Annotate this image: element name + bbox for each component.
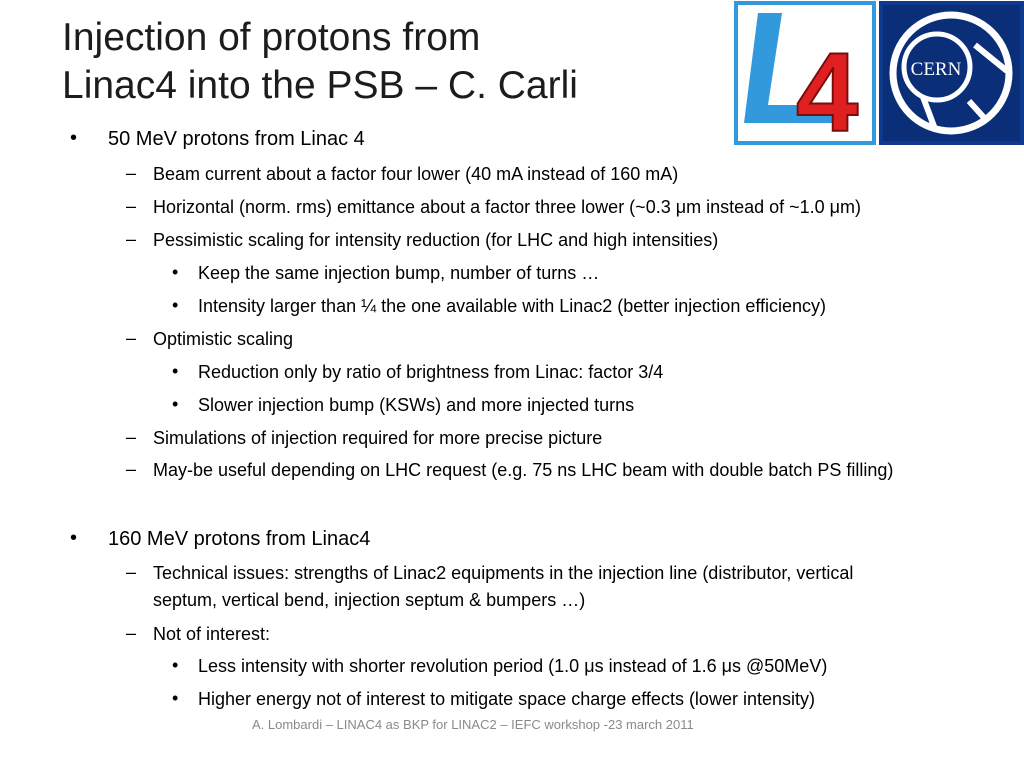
dash-icon: – (126, 562, 137, 582)
bullet-dot-icon: • (70, 127, 78, 149)
bullet-level3-item: Higher energy not of interest to mitigate space charge effects (lower intensity) (198, 689, 815, 709)
slide-title-line-1: Injection of protons from (62, 16, 481, 59)
bullet-dot-icon: • (172, 655, 179, 675)
bullet-level3-item: Intensity larger than ¼ the one available with Linac2 (better injection efficiency) (198, 296, 827, 316)
slide-footer: A. Lombardi – LINAC4 as BKP for LINAC2 – IEFC workshop -23 march 2011 (252, 717, 694, 732)
dash-icon: – (126, 328, 137, 348)
bullet-level3-item: Less intensity with shorter revolution period (1.0 μs instead of 1.6 μs @50MeV) (198, 656, 828, 676)
bullet-level2-item: Simulations of injection required for more precise picture (153, 428, 603, 448)
bullet-level1-item: 50 MeV protons from Linac 4 (108, 128, 365, 150)
cern-logo-panel (883, 5, 1020, 141)
linac4-logo-graphic (738, 5, 872, 141)
bullet-level3-item: Reduction only by ratio of brightness from Linac: factor 3/4 (198, 362, 664, 382)
dash-icon: – (126, 196, 137, 216)
slide-title (62, 14, 578, 110)
bullet-level2-item: Pessimistic scaling for intensity reduction (for LHC and high intensities) (153, 230, 719, 250)
bullet-dot-icon: • (172, 394, 179, 414)
bullet-dot-icon: • (70, 527, 78, 549)
dash-icon: – (126, 229, 137, 249)
bullet-level2-item: Horizontal (norm. rms) emittance about a factor three lower (~0.3 μm instead of ~1.0 μm) (153, 197, 862, 217)
linac4-logo-panel (738, 5, 872, 141)
bullet-dot-icon: • (172, 295, 179, 315)
bullet-dot-icon: • (172, 688, 179, 708)
linac4-logo-text: 4 (796, 30, 859, 141)
dash-icon: – (126, 459, 137, 479)
bullet-level3-item: Slower injection bump (KSWs) and more injected turns (198, 395, 635, 415)
bullet-level2-item: May-be useful depending on LHC request (e.g. 75 ns LHC beam with double batch PS filling) (153, 460, 894, 480)
dash-icon: – (126, 427, 137, 447)
cern-logo-stroke-3 (969, 101, 987, 121)
bullet-level2-item-continuation: septum, vertical bend, injection septum & bumpers …) (153, 590, 586, 610)
cern-logo-text: CERN (910, 59, 962, 80)
bullet-level2-item: Not of interest: (153, 624, 271, 644)
bullet-dot-icon: • (172, 262, 179, 282)
dash-icon: – (126, 623, 137, 643)
slide-title-line-2: Linac4 into the PSB – C. Carli (62, 64, 578, 107)
bullet-dot-icon: • (172, 361, 179, 381)
bullet-level3-item: Keep the same injection bump, number of turns … (198, 263, 600, 283)
bullet-level1-item: 160 MeV protons from Linac4 (108, 528, 371, 550)
dash-icon: – (126, 163, 137, 183)
cern-logo (879, 1, 1024, 145)
bullet-level2-item: Beam current about a factor four lower (40 mA instead of 160 mA) (153, 164, 679, 184)
bullet-level2-item: Optimistic scaling (153, 329, 294, 349)
bullet-level2-item: Technical issues: strengths of Linac2 equipments in the injection line (distributor, vertical (153, 563, 854, 583)
cern-logo-graphic (883, 5, 1020, 141)
linac4-logo (734, 1, 876, 145)
